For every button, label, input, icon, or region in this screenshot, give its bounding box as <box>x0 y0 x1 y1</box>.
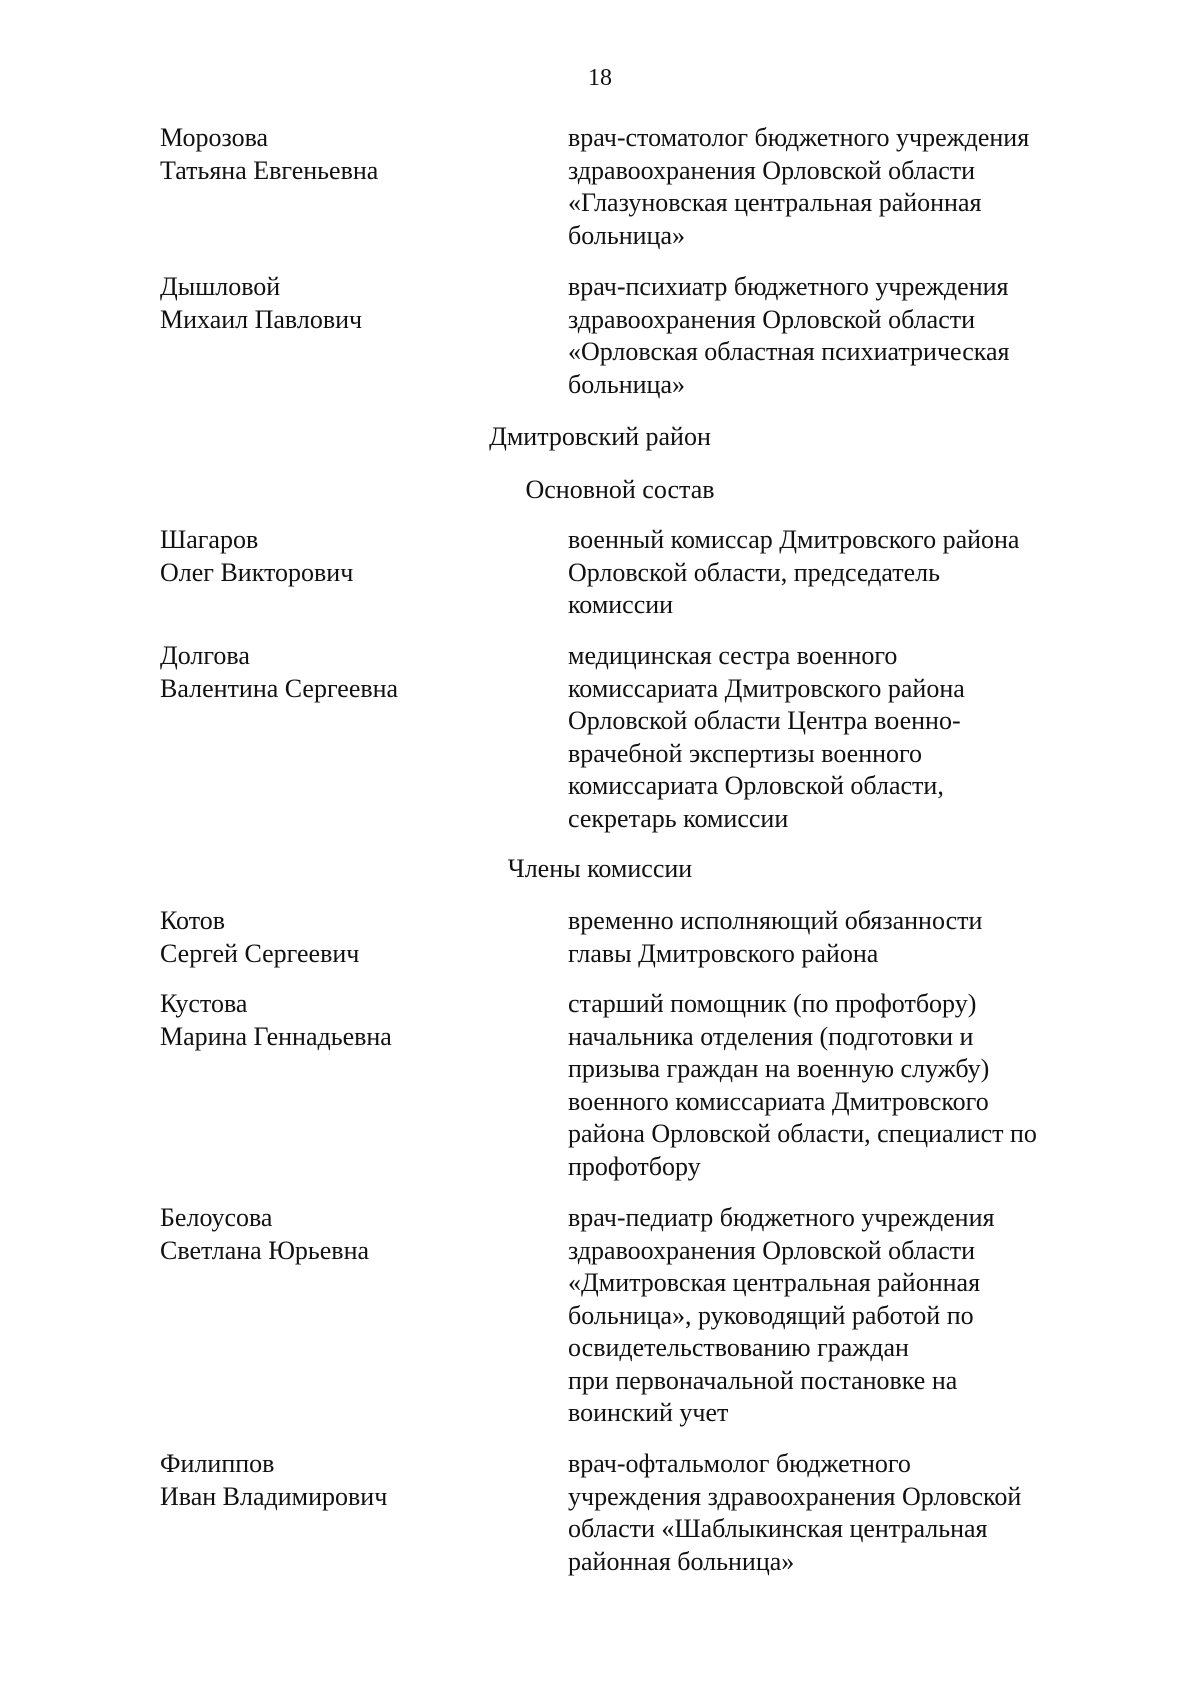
member-name <box>160 1202 540 1267</box>
role-line: врач-психиатр бюджетного учреждения <box>568 272 1009 301</box>
member-given-names: Валентина Сергеевна <box>160 673 399 703</box>
role-line: секретарь комиссии <box>568 803 789 833</box>
member-surname: Долгова <box>160 641 250 670</box>
member-surname: Морозова <box>160 123 269 152</box>
member-surname: Котов <box>160 906 225 935</box>
role-line: воинский учет <box>568 1398 729 1427</box>
role-line: врач-педиатр бюджетного учреждения <box>568 1203 995 1232</box>
member-given-names: Марина Геннадьевна <box>160 1021 392 1051</box>
member-given-names: Иван Владимирович <box>160 1481 388 1511</box>
member-given-names: Михаил Павлович <box>160 304 363 334</box>
member-role <box>568 988 1108 1183</box>
role-line: комиссариата Дмитровского района <box>568 673 965 703</box>
main-composition-heading: Основной состав <box>525 475 715 504</box>
member-given-names: Олег Викторович <box>160 557 354 587</box>
member-role <box>568 640 1108 835</box>
member-surname: Белоусова <box>160 1203 273 1232</box>
member-surname: Дышловой <box>160 272 281 301</box>
role-line: здравоохранения Орловской области <box>568 1235 976 1265</box>
page-number: 18 <box>588 65 612 91</box>
role-line: врач-офтальмолог бюджетного <box>568 1449 911 1478</box>
role-line: призыва граждан на военную службу) <box>568 1054 990 1083</box>
role-line: больница», руководящий работой по <box>568 1300 974 1330</box>
role-line: старший помощник (по профотбору) <box>568 989 977 1018</box>
member-role <box>568 1202 1108 1430</box>
member-surname: Филиппов <box>160 1449 275 1478</box>
role-line: «Глазуновская центральная районная <box>568 188 982 217</box>
role-line: области «Шаблыкинская центральная <box>568 1514 988 1543</box>
role-line: комиссариата Орловской области, <box>568 771 944 800</box>
member-name <box>160 1448 540 1513</box>
role-line: района Орловской области, специалист по <box>568 1119 1037 1148</box>
member-role <box>568 1448 1108 1578</box>
role-line: учреждения здравоохранения Орловской <box>568 1481 1022 1511</box>
member-given-names: Сергей Сергеевич <box>160 938 360 968</box>
role-line: начальника отделения (подготовки и <box>568 1021 974 1051</box>
role-line: комиссии <box>568 590 674 619</box>
member-given-names: Татьяна Евгеньевна <box>160 155 379 185</box>
role-line: «Дмитровская центральная районная <box>568 1268 981 1297</box>
role-line: «Орловская областная психиатрическая <box>568 337 1010 366</box>
member-given-names: Светлана Юрьевна <box>160 1235 370 1265</box>
role-line: Орловской области Центра военно- <box>568 706 961 735</box>
role-line: здравоохранения Орловской области <box>568 304 976 334</box>
member-name <box>160 524 540 589</box>
member-name <box>160 640 540 705</box>
member-role <box>568 524 1108 622</box>
member-name <box>160 122 540 187</box>
district-heading: Дмитровский район <box>489 422 711 451</box>
role-line: военный комиссар Дмитровского района <box>568 525 1020 554</box>
role-line: районная больница» <box>568 1546 795 1576</box>
role-line: медицинская сестра военного <box>568 641 898 670</box>
member-name <box>160 905 540 970</box>
member-name <box>160 988 540 1053</box>
role-line: больница» <box>568 369 685 399</box>
role-line: освидетельствованию граждан <box>568 1333 909 1362</box>
role-line: здравоохранения Орловской области <box>568 155 976 185</box>
role-line: главы Дмитровского района <box>568 938 879 968</box>
member-role <box>568 905 1108 970</box>
member-role <box>568 271 1108 401</box>
role-line: профотбору <box>568 1151 701 1181</box>
role-line: временно исполняющий обязанности <box>568 906 983 935</box>
role-line: врач-стоматолог бюджетного учреждения <box>568 123 1030 152</box>
member-role <box>568 122 1108 252</box>
member-surname: Шагаров <box>160 525 259 554</box>
commission-members-heading: Члены комиссии <box>507 854 693 883</box>
role-line: Орловской области, председатель <box>568 557 940 587</box>
member-name <box>160 271 540 336</box>
role-line: военного комиссариата Дмитровского <box>568 1086 989 1116</box>
role-line: больница» <box>568 220 685 250</box>
role-line: врачебной экспертизы военного <box>568 738 923 768</box>
role-line: при первоначальной постановке на <box>568 1365 958 1395</box>
member-surname: Кустова <box>160 989 248 1018</box>
